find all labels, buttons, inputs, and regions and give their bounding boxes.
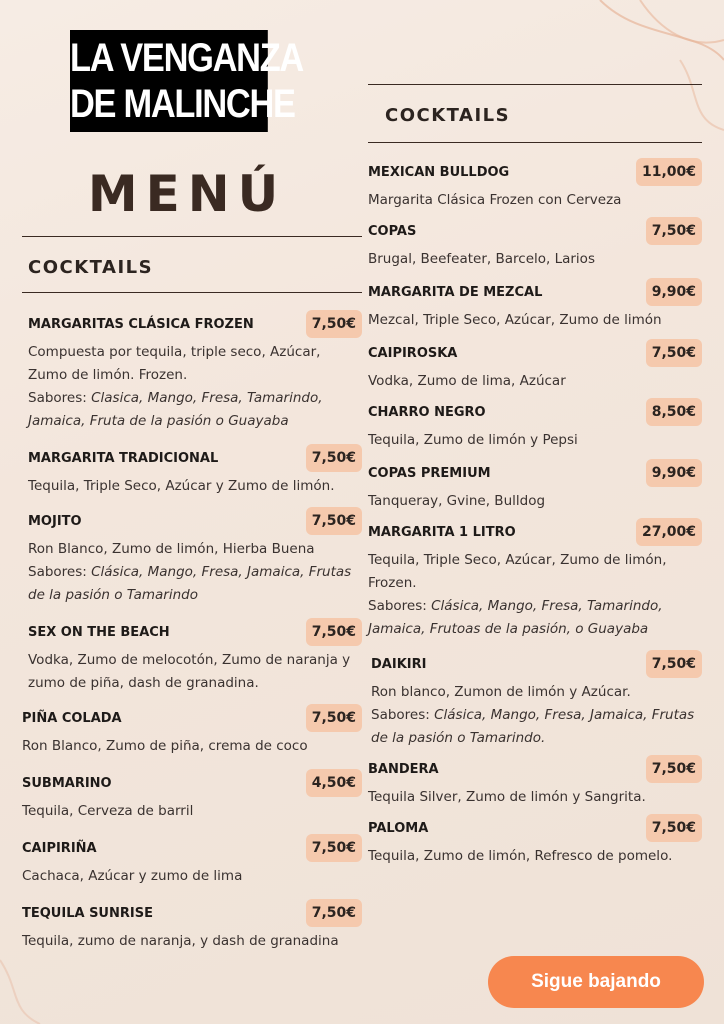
- menu-item: [368, 649, 702, 750]
- price-badge: 7,50€: [306, 618, 362, 646]
- ingredients-text: Tequila, Zumo de limón y Pepsi: [368, 432, 578, 448]
- brand-line-1: LA VENGANZA: [70, 36, 303, 80]
- menu-item: [368, 157, 702, 212]
- menu-item-description: [371, 681, 702, 750]
- menu-item-description: [368, 248, 702, 271]
- menu-item-description: [368, 370, 702, 393]
- menu-item-description: [22, 865, 362, 888]
- menu-item-description: [22, 735, 362, 758]
- menu-item: [368, 458, 702, 513]
- ingredients-text: Compuesta por tequila, triple seco, Azúcar, Zumo de limón. Frozen.: [28, 344, 321, 383]
- menu-item: [22, 833, 362, 888]
- menu-item-name: BANDERA: [368, 761, 439, 777]
- menu-item-description: [28, 341, 362, 433]
- menu-item-description: [368, 429, 702, 452]
- flavors-list: Clásica, Mango, Fresa, Tamarindo, Jamaica, Frutoas de la pasión, o Guayaba: [368, 598, 663, 637]
- flavors-label: Sabores:: [368, 598, 432, 614]
- flavors-list: Clásica, Mango, Fresa, Jamaica, Frutas de la pasión o Tamarindo: [28, 564, 352, 603]
- price-badge: 7,50€: [306, 507, 362, 535]
- section-title: COCKTAILS: [385, 105, 511, 126]
- menu-item-name: DAIKIRI: [371, 656, 427, 672]
- menu-item-header: [22, 768, 362, 798]
- right-column: [368, 84, 702, 868]
- page-title: MENÚ: [87, 165, 287, 223]
- menu-item-name: COPAS PREMIUM: [368, 465, 491, 481]
- left-column: [22, 236, 362, 953]
- price-badge: 7,50€: [646, 650, 702, 678]
- menu-item: [368, 338, 702, 393]
- price-badge: 4,50€: [306, 769, 362, 797]
- price-badge: 7,50€: [306, 444, 362, 472]
- menu-item-name: MARGARITA TRADICIONAL: [28, 450, 219, 466]
- menu-item-header: [368, 813, 702, 843]
- menu-item-description: [28, 649, 362, 695]
- menu-item-description: [22, 800, 362, 823]
- menu-item-header: [22, 833, 362, 863]
- menu-item-header: [368, 157, 702, 187]
- flavors-label: Sabores:: [28, 390, 92, 406]
- menu-item: [22, 309, 362, 433]
- menu-item-header: [368, 338, 702, 368]
- menu-item-header: [368, 754, 702, 784]
- menu-item-header: [368, 517, 702, 547]
- ingredients-text: Tequila, Triple Seco, Azúcar, Zumo de limón, Frozen.: [368, 552, 667, 591]
- menu-item-header: [28, 506, 362, 536]
- divider: [22, 236, 362, 237]
- ingredients-text: Tequila, Zumo de limón, Refresco de pomelo.: [368, 848, 673, 864]
- menu-item: [22, 898, 362, 953]
- flavors-label: Sabores:: [28, 564, 92, 580]
- menu-item-header: [28, 309, 362, 339]
- flavors-label: Sabores:: [371, 707, 435, 723]
- menu-item-name: MEXICAN BULLDOG: [368, 164, 510, 180]
- menu-item: [368, 813, 702, 868]
- price-badge: 7,50€: [306, 899, 362, 927]
- menu-item-header: [371, 649, 702, 679]
- menu-item-description: [368, 189, 702, 212]
- ingredients-text: Tequila, Triple Seco, Azúcar y Zumo de limón.: [28, 478, 335, 494]
- menu-item-name: TEQUILA SUNRISE: [22, 905, 153, 921]
- price-badge: 7,50€: [646, 814, 702, 842]
- menu-item: [22, 703, 362, 758]
- price-badge: 7,50€: [306, 704, 362, 732]
- menu-item: [368, 517, 702, 641]
- keep-scrolling-button[interactable]: Sigue bajando: [488, 956, 704, 1008]
- price-badge: 8,50€: [646, 398, 702, 426]
- ingredients-text: Tequila, zumo de naranja, y dash de granadina: [22, 933, 339, 949]
- price-badge: 9,90€: [646, 278, 702, 306]
- menu-item-name: MARGARITA 1 LITRO: [368, 524, 516, 540]
- flavors-list: Clásica, Mango, Fresa, Jamaica, Frutas de la pasión o Tamarindo.: [371, 707, 695, 746]
- menu-item-description: [28, 475, 362, 498]
- price-badge: 7,50€: [646, 339, 702, 367]
- menu-item-description: [28, 538, 362, 607]
- menu-item-name: PIÑA COLADA: [22, 710, 122, 726]
- menu-item-header: [368, 277, 702, 307]
- menu-item-name: CAIPIRIÑA: [22, 840, 97, 856]
- menu-item-description: [368, 309, 702, 332]
- menu-item: [368, 754, 702, 809]
- price-badge: 7,50€: [646, 755, 702, 783]
- left-item-list: [22, 309, 362, 953]
- divider: [368, 84, 702, 85]
- menu-item-name: MOJITO: [28, 513, 82, 529]
- ingredients-text: Vodka, Zumo de lima, Azúcar: [368, 373, 566, 389]
- price-badge: 11,00€: [636, 158, 702, 186]
- ingredients-text: Ron Blanco, Zumo de piña, crema de coco: [22, 738, 308, 754]
- ingredients-text: Tequila Silver, Zumo de limón y Sangrita.: [368, 789, 646, 805]
- menu-item-description: [368, 549, 702, 641]
- menu-item-name: SUBMARINO: [22, 775, 112, 791]
- menu-item-header: [22, 898, 362, 928]
- menu-item: [22, 768, 362, 823]
- right-item-list: [368, 157, 702, 868]
- price-badge: 7,50€: [306, 310, 362, 338]
- menu-item-header: [28, 617, 362, 647]
- menu-item-description: [368, 845, 702, 868]
- menu-item-description: [368, 490, 702, 513]
- ingredients-text: Tequila, Cerveza de barril: [22, 803, 194, 819]
- ingredients-text: Vodka, Zumo de melocotón, Zumo de naranja y zumo de piña, dash de granadina.: [28, 652, 351, 691]
- price-badge: 7,50€: [646, 217, 702, 245]
- menu-item-name: COPAS: [368, 223, 417, 239]
- menu-item-name: CAIPIROSKA: [368, 345, 458, 361]
- menu-item-name: SEX ON THE BEACH: [28, 624, 170, 640]
- ingredients-text: Margarita Clásica Frozen con Cerveza: [368, 192, 622, 208]
- price-badge: 9,90€: [646, 459, 702, 487]
- brand-logo: [70, 30, 303, 132]
- section-title: COCKTAILS: [28, 257, 154, 278]
- ingredients-text: Cachaca, Azúcar y zumo de lima: [22, 868, 243, 884]
- divider: [22, 292, 362, 293]
- menu-item-header: [368, 216, 702, 246]
- menu-item: [22, 617, 362, 695]
- menu-item: [22, 506, 362, 607]
- divider: [368, 142, 702, 143]
- menu-item-name: CHARRO NEGRO: [368, 404, 486, 420]
- price-badge: 7,50€: [306, 834, 362, 862]
- menu-item-name: MARGARITA DE MEZCAL: [368, 284, 543, 300]
- menu-item-description: [22, 930, 362, 953]
- menu-item-name: PALOMA: [368, 820, 429, 836]
- ingredients-text: Ron Blanco, Zumo de limón, Hierba Buena: [28, 541, 315, 557]
- price-badge: 27,00€: [636, 518, 702, 546]
- menu-item-header: [22, 703, 362, 733]
- menu-item-header: [28, 443, 362, 473]
- menu-item-name: MARGARITAS CLÁSICA FROZEN: [28, 316, 254, 332]
- menu-item: [22, 443, 362, 498]
- menu-item-description: [368, 786, 702, 809]
- menu-item-header: [368, 458, 702, 488]
- menu-item: [368, 277, 702, 332]
- ingredients-text: Mezcal, Triple Seco, Azúcar, Zumo de limón: [368, 312, 662, 328]
- ingredients-text: Tanqueray, Gvine, Bulldog: [368, 493, 546, 509]
- ingredients-text: Brugal, Beefeater, Barcelo, Larios: [368, 251, 595, 267]
- menu-item: [368, 397, 702, 452]
- flavors-list: Clasica, Mango, Fresa, Tamarindo, Jamaica, Fruta de la pasión o Guayaba: [28, 390, 323, 429]
- menu-item: [368, 216, 702, 271]
- brand-line-2: DE MALINCHE: [70, 82, 295, 126]
- ingredients-text: Ron blanco, Zumon de limón y Azúcar.: [371, 684, 631, 700]
- menu-item-header: [368, 397, 702, 427]
